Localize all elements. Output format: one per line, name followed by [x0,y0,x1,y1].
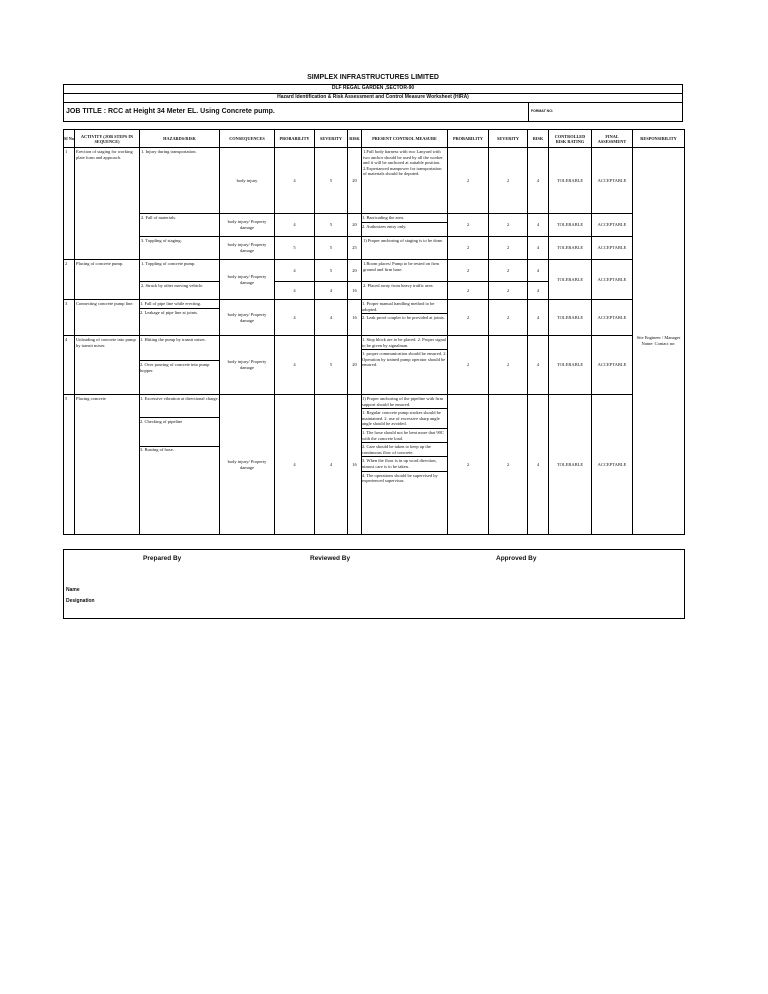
control-item: 1. Barricading the area. [362,214,447,223]
cell-severity: 5 [315,148,348,214]
cell-residual-risk: 4 [528,282,549,300]
control-item: 1. Stop block are to be placed. 2. Proper signal to be given by signalman. [362,336,447,350]
cell-residual-severity: 2 [489,336,528,395]
cell-residual-risk: 4 [528,395,549,535]
cell-control-measure: 2. Placed away from heavy traffic area. [362,282,448,300]
designation-label: Designation [66,598,95,604]
table-row [64,260,685,282]
col-controlled-risk-rating: CONTROLLED RISK RATING [549,130,592,148]
cell-risk: 20 [348,336,362,395]
col-consequences: CONSEQUENCES [220,130,275,148]
cell-severity: 4 [315,395,348,535]
cell-responsibility: Site Engineer / Manager Name: Contact no: [633,148,685,535]
cell-hazard [140,336,220,395]
cell-hazard [140,300,220,336]
col-residual-severity: SEVERITY [489,130,528,148]
cell-hazard: 2. Fall of materials. [140,214,220,237]
control-item: 2. Authorizes entry only. [362,223,407,229]
table-row [64,300,685,336]
hazard-item: 1. Excessive vibration at directional charge. [140,395,219,418]
cell-hazard: 2. Struck by other moving vehicle. [140,282,220,300]
cell-control-measure: 1.Full body harness with two Lanyard with two anchor should be used by all the worker and it will be anchored at suitable position. 2.Experianced manpower for transportation of materials should be deputed. [362,148,448,214]
cell-risk-rating: TOLERABLE [549,300,592,336]
control-item: 1. Proper manual handling method to be adopted. [362,300,447,314]
table-row [64,148,685,214]
cell-residual-probability: 2 [448,300,489,336]
cell-residual-probability: 2 [448,260,489,282]
cell-hazard: 1. Injury during transportation. [140,148,220,214]
signoff-box [63,549,685,619]
cell-consequence: body injury/ Property damage [220,395,275,535]
project-name: DLF REGAL GARDEN ,SECTOR-90 [63,84,683,93]
cell-residual-severity: 2 [489,237,528,260]
cell-activity: Placing concrete [75,395,140,535]
cell-severity: 5 [315,336,348,395]
cell-residual-risk: 4 [528,336,549,395]
cell-control-measure [362,395,448,535]
job-title: JOB TITLE : RCC at Height 34 Meter EL. Using Concrete pump. [66,108,275,115]
cell-activity: Erection of staging for working plate form and approach. [75,148,140,260]
cell-residual-risk: 4 [528,300,549,336]
hazard-item: 2. Checking of pipeline [140,418,219,447]
cell-risk-rating: TOLERABLE [549,148,592,214]
cell-sno: 1 [64,148,75,260]
control-item: 2. Care should be taken to keep up the continuous flow of concrete. [362,443,447,457]
hazard-item: 2. Over pouring of concrete into pump hopper. [140,362,210,373]
col-severity: SEVERITY [315,130,348,148]
col-sno: Sl No [64,130,75,148]
cell-activity: Placing of concrete pump. [75,260,140,300]
col-residual-probability: PROBABILITY [448,130,489,148]
control-item: 4. The operations should be supervised by experienced supervisor. [362,472,438,484]
prepared-by-label: Prepared By [143,555,182,562]
control-item: 1. proper communication should be ensured. 2. Operation by trained pump operator should be ensured. [362,351,447,368]
cell-control-measure [362,300,448,336]
table-header-row [64,130,685,148]
cell-hazard: 1. Toppling of concrete pump. [140,260,220,282]
cell-probability: 5 [275,237,315,260]
approved-by-label: Approved By [496,555,537,562]
hazard-item: 1. Fall of pipe line while erecting. [140,300,219,309]
cell-final-assessment: ACCEPTABLE [592,260,633,300]
cell-probability: 4 [275,336,315,395]
table-row [64,214,685,237]
name-label: Name [66,587,80,593]
cell-activity: Unloading of concrete into pump by transit mixer. [75,336,140,395]
cell-risk-rating: TOLERABLE [549,214,592,237]
cell-final-assessment: ACCEPTABLE [592,214,633,237]
col-risk: RISK [348,130,362,148]
cell-probability: 4 [275,300,315,336]
cell-hazard: 3. Toppling of staging. [140,237,220,260]
cell-residual-probability: 2 [448,395,489,535]
cell-probability: 4 [275,395,315,535]
cell-risk: 25 [348,237,362,260]
cell-residual-risk: 4 [528,214,549,237]
cell-risk-rating: TOLERABLE [549,237,592,260]
cell-risk: 16 [348,300,362,336]
job-title-row [63,102,683,122]
cell-residual-severity: 2 [489,395,528,535]
cell-consequence: body injury/ Property damage [220,260,275,300]
col-residual-risk: RISK [528,130,549,148]
cell-severity: 5 [315,214,348,237]
col-activity: ACTIVITY (JOB STEPS IN SEQUENCE) [75,130,140,148]
col-control-measure: PRESENT CONTROL MEASURE [362,130,448,148]
cell-consequence: body injury/ Property damage [220,237,275,260]
table-row [64,336,685,395]
control-item: 1. Regular concrete pump strokes should be maintained. 2. use of excessive sharp angle angle should be avoided. [362,409,447,429]
cell-probability: 4 [275,148,315,214]
hira-table [63,129,685,535]
cell-sno: 4 [64,336,75,395]
control-item: 2. Leak proof coupler to be provided at joints. [362,315,445,321]
worksheet-title: Hazard Identification & Risk Assessment and Control Measure Worksheet (HIRA) [63,93,683,102]
hazard-item: 2. Leakage of pipe line at joints. [140,309,198,315]
cell-risk: 20 [348,148,362,214]
col-responsibility: RESPONSIBILITY [633,130,685,148]
cell-sno: 2 [64,260,75,300]
cell-hazard [140,395,220,535]
cell-activity: Connecting concrete pump line. [75,300,140,336]
table-row [64,395,685,535]
cell-residual-risk: 4 [528,237,549,260]
cell-risk: 16 [348,395,362,535]
cell-risk-rating: TOLERABLE [549,260,592,300]
hazard-item: 1. Hitting the pump by transit mixer. [140,336,219,361]
cell-risk-rating: TOLERABLE [549,336,592,395]
cell-risk: 20 [348,214,362,237]
control-item: 1) Proper anchoring of the pipeline with firm support should be ensured. [362,395,447,409]
cell-probability: 4 [275,214,315,237]
cell-severity: 5 [315,237,348,260]
table-row [64,237,685,260]
cell-consequence: body injury [220,148,275,214]
cell-final-assessment: ACCEPTABLE [592,336,633,395]
cell-residual-severity: 2 [489,148,528,214]
cell-control-measure [362,214,448,237]
control-item: 1. The hose should not be bent more that 90C with the concrete load. [362,429,447,443]
cell-residual-severity: 2 [489,214,528,237]
cell-final-assessment: ACCEPTABLE [592,395,633,535]
cell-residual-risk: 4 [528,260,549,282]
hazard-item: 3. Busting of hose. [140,447,174,452]
document-header [63,72,683,122]
cell-control-measure: 1.Boom places/ Pump to be rested on firm ground and firm base. [362,260,448,282]
cell-risk-rating: TOLERABLE [549,395,592,535]
cell-residual-probability: 2 [448,214,489,237]
cell-residual-severity: 2 [489,282,528,300]
cell-sno: 5 [64,395,75,535]
col-hazard: HAZARDS/RISK [140,130,220,148]
cell-risk: 20 [348,260,362,282]
cell-final-assessment: ACCEPTABLE [592,300,633,336]
cell-residual-probability: 2 [448,237,489,260]
company-name: SIMPLEX INFRASTRUCTURES LIMITED [307,74,439,81]
cell-severity: 4 [315,300,348,336]
format-number: FORMAT NO: [528,103,682,121]
cell-severity: 4 [315,282,348,300]
cell-final-assessment: ACCEPTABLE [592,148,633,214]
reviewed-by-label: Reviewed By [310,555,351,562]
cell-sno: 3 [64,300,75,336]
cell-consequence: body injury/ Property damage [220,336,275,395]
cell-residual-severity: 2 [489,300,528,336]
cell-consequence: body injury/ Property damage [220,300,275,336]
cell-residual-probability: 2 [448,148,489,214]
cell-consequence: body injury/ Property damage [220,214,275,237]
col-final-assessment: FINAL ASSESSMENT [592,130,633,148]
cell-residual-probability: 2 [448,282,489,300]
cell-probability: 4 [275,282,315,300]
cell-final-assessment: ACCEPTABLE [592,237,633,260]
cell-residual-probability: 2 [448,336,489,395]
control-item: 3. When the floor is in up word direction, utmost care is to be taken. [362,457,447,471]
cell-control-measure: 1) Proper anchoring of staging is to be done. [362,237,448,260]
col-probability: PROBABILITY [275,130,315,148]
cell-risk: 16 [348,282,362,300]
cell-residual-risk: 4 [528,148,549,214]
cell-residual-severity: 2 [489,260,528,282]
cell-control-measure [362,336,448,395]
cell-probability: 4 [275,260,315,282]
cell-severity: 5 [315,260,348,282]
